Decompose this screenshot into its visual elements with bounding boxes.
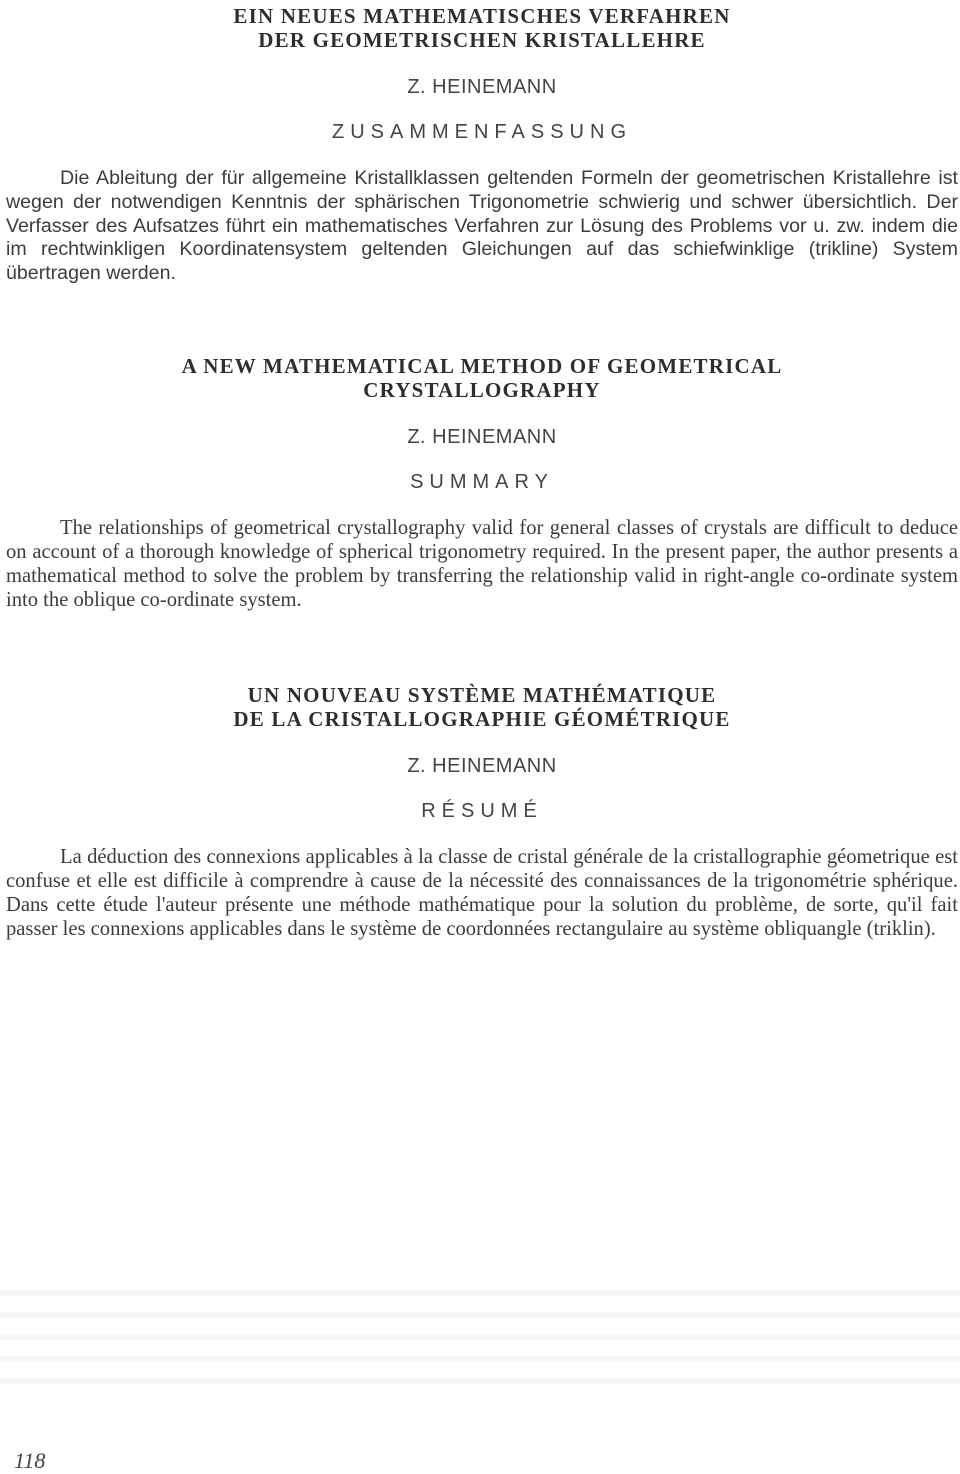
french-section	[6, 683, 958, 941]
french-title-line1: UN NOUVEAU SYSTÈME MATHÉMATIQUE	[247, 683, 717, 707]
german-author: Z. HEINEMANN	[407, 76, 557, 98]
english-title	[6, 354, 958, 402]
german-title-line2: DER GEOMETRISCHEN KRISTALLEHRE	[258, 28, 706, 52]
english-abstract: The relationships of geometrical crystallography valid for general classes of crystals are difficult to deduce on account of a thorough knowledge of spherical trigonometry required. In the present paper, the author presents a mathematical method to solve the problem by transferring the relationship valid in right-angle co-ordinate system into the oblique co-ordinate system.	[6, 517, 958, 611]
page-number: 118	[14, 1448, 46, 1473]
english-section	[6, 354, 958, 612]
german-heading: ZUSAMMENFASSUNG	[331, 121, 633, 143]
french-title	[6, 683, 958, 731]
german-abstract: Die Ableitung der für allgemeine Kristallklassen geltenden Formeln der geometrischen Kristallehre ist wegen der notwendigen Kenntnis der sphärischen Trigonometrie schwierig und schwer übersichtlich. Der Verfasser des Aufsatzes führt ein mathematisches Verfahren zur Lösung des Problems vor u. zw. indem die im rechtwinkligen Koordinatensystem geltenden Gleichungen auf das schiefwinklige (trikline) System übertragen werden.	[6, 167, 958, 285]
german-title	[6, 4, 958, 52]
french-title-line2: DE LA CRISTALLOGRAPHIE GÉOMÉTRIQUE	[233, 707, 731, 731]
german-title-line1: EIN NEUES MATHEMATISCHES VERFAHREN	[233, 4, 731, 28]
french-author: Z. HEINEMANN	[407, 755, 557, 777]
english-author: Z. HEINEMANN	[407, 426, 557, 448]
french-abstract: La déduction des connexions applicables à la classe de cristal générale de la cristallographie géometrique est confuse et elle est difficile à comprendre à cause de la nécessité des connaissances de la trigonométrie sphérique. Dans cette étude l'auteur présente une méthode mathématique pour la solution du problème, de sorte, qu'il fait passer les connexions applicables dans le système de coordonnées rectangulaire au système obliquangle (triklin).	[6, 846, 958, 940]
english-title-line1: A NEW MATHEMATICAL METHOD OF GEOMETRICAL	[181, 354, 783, 378]
french-heading: RÉSUMÉ	[421, 800, 543, 822]
german-section	[6, 4, 958, 286]
english-heading: SUMMARY	[410, 471, 554, 493]
reverse-side-bleed-through	[0, 1290, 960, 1400]
english-title-line2: CRYSTALLOGRAPHY	[363, 378, 601, 402]
